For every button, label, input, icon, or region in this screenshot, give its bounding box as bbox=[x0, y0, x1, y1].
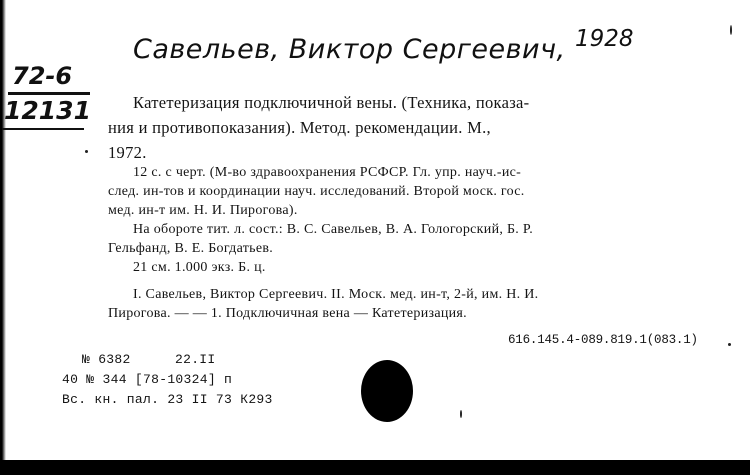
call-number-top: 72-6 bbox=[12, 62, 73, 90]
scan-border-bottom bbox=[0, 460, 750, 475]
handwritten-author-name: Савельев, Виктор Сергеевич, bbox=[133, 34, 566, 65]
call-number-underline-bottom bbox=[2, 128, 84, 130]
call-number-bottom: 12131 bbox=[4, 96, 91, 125]
title-line-2: ния и противопоказания). Метод. рекомендации. М., bbox=[108, 118, 491, 137]
note-line-2: Гельфанд, В. Е. Богдатьев. bbox=[108, 241, 274, 256]
title-line-3: 1972. bbox=[108, 143, 147, 162]
title-line-1: Катетеризация подключичной вены. (Техника, показа- bbox=[133, 93, 530, 112]
description-line-3: мед. ин-т им. Н. И. Пирогова). bbox=[108, 203, 298, 218]
speck bbox=[460, 410, 462, 418]
note-line-1: На обороте тит. л. сост.: В. С. Савельев, В. А. Гологорский, Б. Р. bbox=[133, 222, 534, 237]
call-number-underline-top bbox=[8, 92, 90, 95]
speck bbox=[730, 25, 732, 35]
entry-number: 40 № 344 [78-10324] п bbox=[62, 372, 233, 387]
card-edge-shadow bbox=[0, 0, 6, 460]
punched-hole bbox=[361, 360, 413, 422]
tracing-line-2: Пирогова. — — 1. Подключичная вена — Катетеризация. bbox=[108, 306, 467, 321]
order-number: № 6382 bbox=[82, 352, 131, 367]
description-line-1: 12 с. с черт. (М-во здравоохранения РСФСР. Гл. упр. науч.-ис- bbox=[133, 165, 522, 180]
description-line-2: след. ин-тов и координации науч. исследований. Второй моск. гос. bbox=[108, 184, 525, 199]
format-line: 21 см. 1.000 экз. Б. ц. bbox=[133, 260, 266, 275]
tracing-line-1: I. Савельев, Виктор Сергеевич. II. Моск. мед. ин-т, 2-й, им. Н. И. bbox=[133, 287, 539, 302]
order-date: 22.II bbox=[175, 352, 216, 367]
book-chamber-line: Вс. кн. пал. 23 II 73 К293 bbox=[62, 392, 273, 407]
handwritten-year: 1928 bbox=[575, 26, 634, 52]
udc-code: 616.145.4-089.819.1(083.1) bbox=[508, 333, 698, 347]
speck bbox=[728, 343, 731, 346]
speck bbox=[85, 150, 88, 153]
